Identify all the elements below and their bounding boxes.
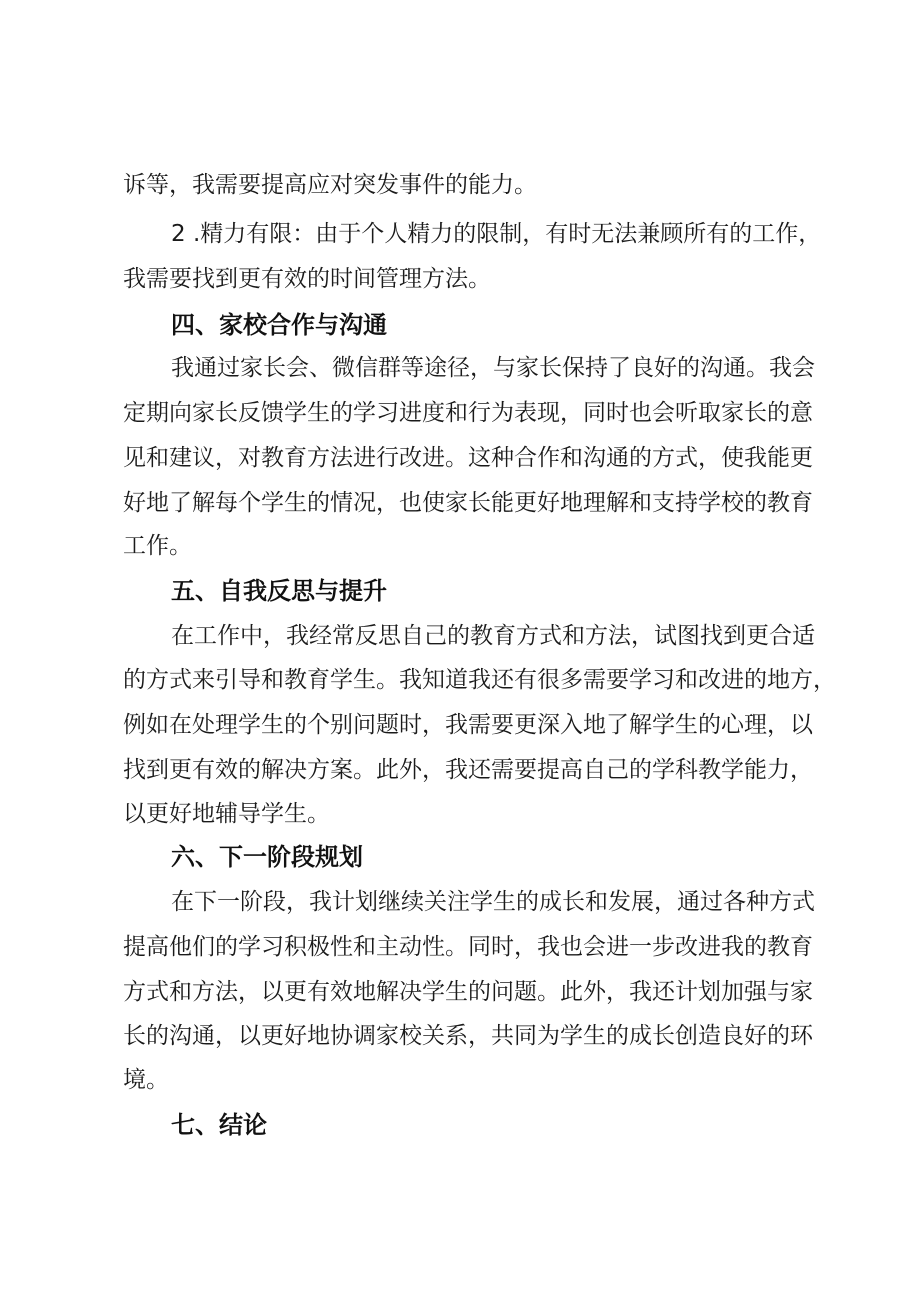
paragraph-line: 以更好地辅导学生。	[123, 801, 330, 827]
paragraph-line: 我通过家长会、微信群等途径，与家长保持了良好的沟通。我会	[171, 355, 815, 381]
paragraph-line: 在下一阶段，我计划继续关注学生的成长和发展，通过各种方式	[171, 889, 815, 915]
paragraph-line: 找到更有效的解决方案。此外，我还需要提高自己的学科教学能力，	[123, 757, 813, 783]
paragraph-line: 在工作中，我经常反思自己的教育方式和方法，试图找到更合适	[171, 623, 815, 649]
paragraph-line: 见和建议，对教育方法进行改进。这种合作和沟通的方式，使我能更	[123, 445, 813, 471]
paragraph-line: 提高他们的学习积极性和主动性。同时，我也会进一步改进我的教育	[123, 934, 813, 960]
section-heading-5: 五、自我反思与提升	[171, 577, 387, 605]
section-heading-7: 七、结论	[171, 1111, 267, 1139]
paragraph-line: 定期向家长反馈学生的学习进度和行为表现，同时也会听取家长的意	[123, 400, 813, 426]
paragraph-line: 诉等，我需要提高应对突发事件的能力。	[123, 172, 537, 198]
paragraph-line: 方式和方法，以更有效地解决学生的问题。此外，我还计划加强与家	[123, 979, 813, 1005]
paragraph-line: 工作。	[123, 533, 192, 559]
paragraph-line: 境。	[123, 1067, 169, 1093]
paragraph-line: 的方式来引导和教育学生。我知道我还有很多需要学习和改进的地方，	[123, 667, 836, 693]
paragraph-line: 我需要找到更有效的时间管理方法。	[123, 266, 491, 292]
paragraph-line: 好地了解每个学生的情况，也使家长能更好地理解和支持学校的教育	[123, 490, 813, 516]
paragraph-line: 2 .精力有限：由于个人精力的限制，有时无法兼顾所有的工作，	[171, 221, 822, 247]
paragraph-line: 长的沟通，以更好地协调家校关系，共同为学生的成长创造良好的环	[123, 1023, 813, 1049]
section-heading-4: 四、家校合作与沟通	[171, 311, 387, 339]
paragraph-line: 例如在处理学生的个别问题时，我需要更深入地了解学生的心理，以	[123, 712, 813, 738]
section-heading-6: 六、下一阶段规划	[171, 843, 363, 871]
